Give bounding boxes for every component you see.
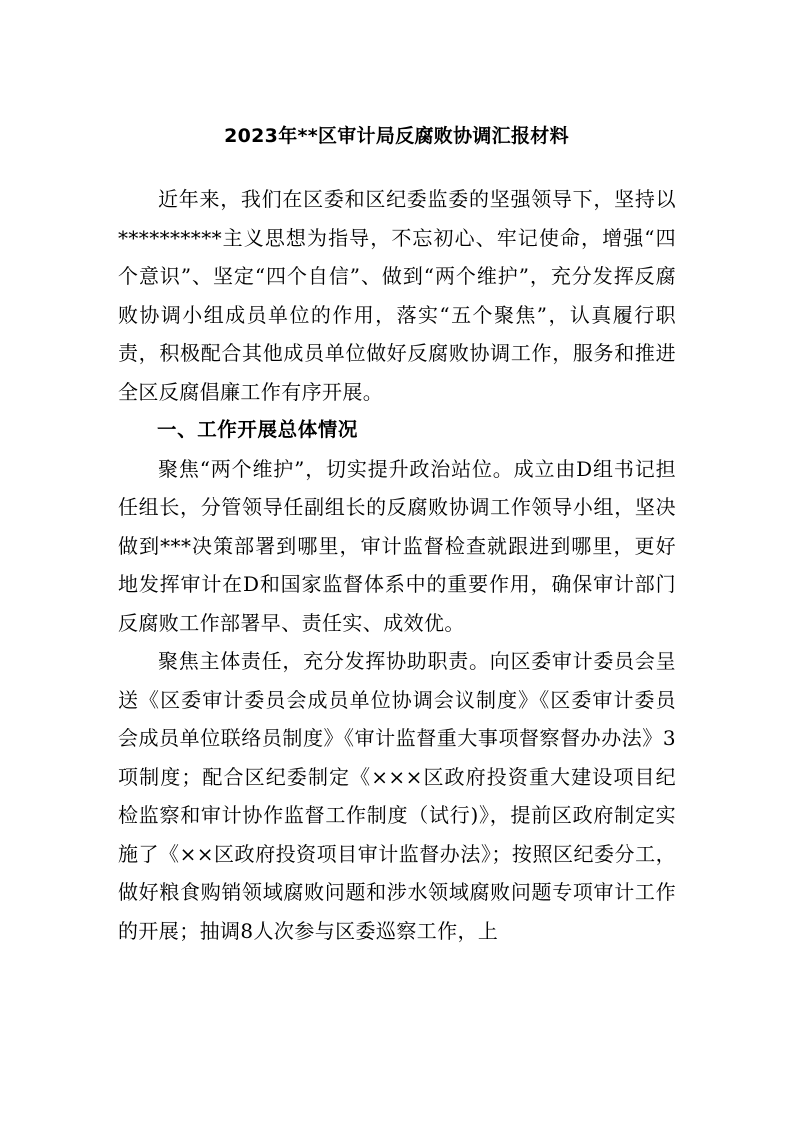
paragraph-focus-main-responsibility: 聚焦主体责任，充分发挥协助职责。向区委审计委员会呈送《区委审计委员会成员单位协调会议制度》《区委审计委员会成员单位联络员制度》《审计监督重大事项督察督办办法》3项制度；配合区纪委制定《×××区政府投资重大建设项目纪检监察和审计协作监督工作制度（试行)》，提前区政府制定实施了《××区政府投资项目审计监督办法》；按照区纪委分工，做好粮食购销领域腐败问题和涉水领域腐败问题专项审计工作的开展；抽调8人次参与区委巡察工作，上	[118, 649, 676, 943]
document-title: 2023年**区审计局反腐败协调汇报材料	[224, 125, 569, 147]
section-heading: 一、工作开展总体情况	[157, 418, 359, 441]
paragraph-focus-two-maintenance: 聚焦“两个维护”，切实提升政治站位。成立由D组书记担任组长，分管领导任副组长的反腐败协调工作领导小组，坚决做到***决策部署到哪里，审计监督检查就跟进到哪里，更好地发挥审计在D和国家监督体系中的重要作用，确保审计部门反腐败工作部署早、责任实、成效优。	[118, 456, 676, 635]
document-body	[118, 180, 676, 950]
intro-paragraph: 近年来，我们在区委和区纪委监委的坚强领导下，坚持以**********主义思想为指导，不忘初心、牢记使命，增强“四个意识”、坚定“四个自信”、做到“两个维护”，充分发挥反腐败协调小组成员单位的作用，落实“五个聚焦”，认真履行职责，积极配合其他成员单位做好反腐败协调工作，服务和推进全区反腐倡廉工作有序开展。	[118, 187, 676, 404]
